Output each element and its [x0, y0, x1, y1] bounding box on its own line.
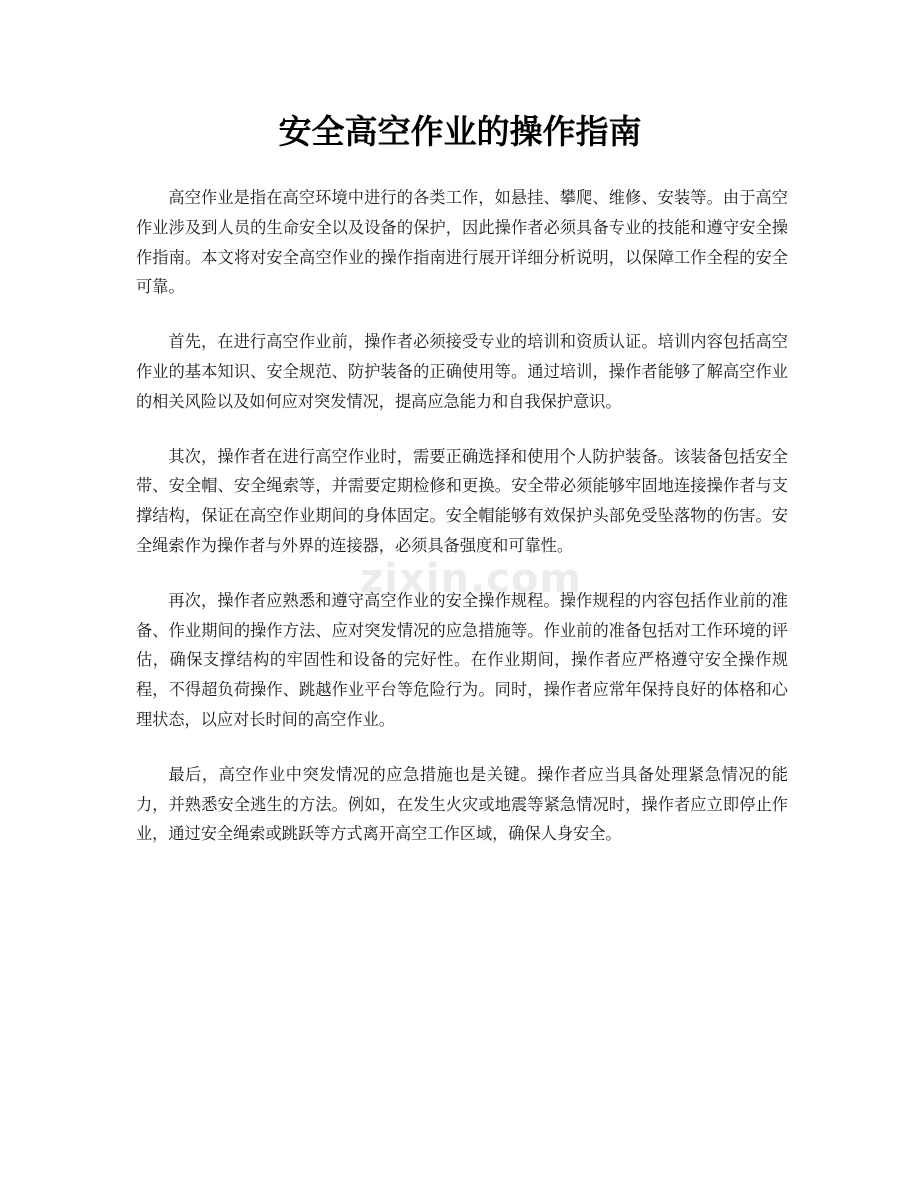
paragraph-emergency-measures: 最后，高空作业中突发情况的应急措施也是关键。操作者应当具备处理紧急情况的能力，并熟悉安全逃生的方法。例如，在发生火灾或地震等紧急情况时，操作者应立即停止作业，通过安全绳索或跳跃等方式离开高空工作区域，确保人身安全。	[136, 764, 788, 844]
paragraph-intro: 高空作业是指在高空环境中进行的各类工作，如悬挂、攀爬、维修、安装等。由于高空作业涉及到人员的生命安全以及设备的保护，因此操作者必须具备专业的技能和遵守安全操作指南。本文将对安全高空作业的操作指南进行展开详细分析说明，以保障工作全程的安全可靠。	[136, 188, 788, 297]
paragraph-operating-rules: 再次，操作者应熟悉和遵守高空作业的安全操作规程。操作规程的内容包括作业前的准备、作业期间的操作方法、应对突发情况的应急措施等。作业前的准备包括对工作环境的评估，确保支撑结构的牢固性和设备的完好性。在作业期间，操作者应严格遵守安全操作规程，不得超负荷操作、跳越作业平台等危险行为。同时，操作者应常年保持良好的体格和心理状态，以应对长时间的高空作业。	[136, 590, 788, 729]
paragraph-protective-equipment: 其次，操作者在进行高空作业时，需要正确选择和使用个人防护装备。该装备包括安全带、安全帽、安全绳索等，并需要定期检修和更换。安全带必须能够牢固地连接操作者与支撑结构，保证在高空作业期间的身体固定。安全帽能够有效保护头部免受坠落物的伤害。安全绳索作为操作者与外界的连接器，必须具备强度和可靠性。	[136, 446, 788, 555]
document-body	[136, 183, 788, 874]
watermark-text: zixin.com	[360, 556, 583, 602]
paragraph-training: 首先，在进行高空作业前，操作者必须接受专业的培训和资质认证。培训内容包括高空作业的基本知识、安全规范、防护装备的正确使用等。通过培训，操作者能够了解高空作业的相关风险以及如何应对突发情况，提高应急能力和自我保护意识。	[136, 332, 788, 411]
document-title: 安全高空作业的操作指南	[278, 112, 642, 151]
